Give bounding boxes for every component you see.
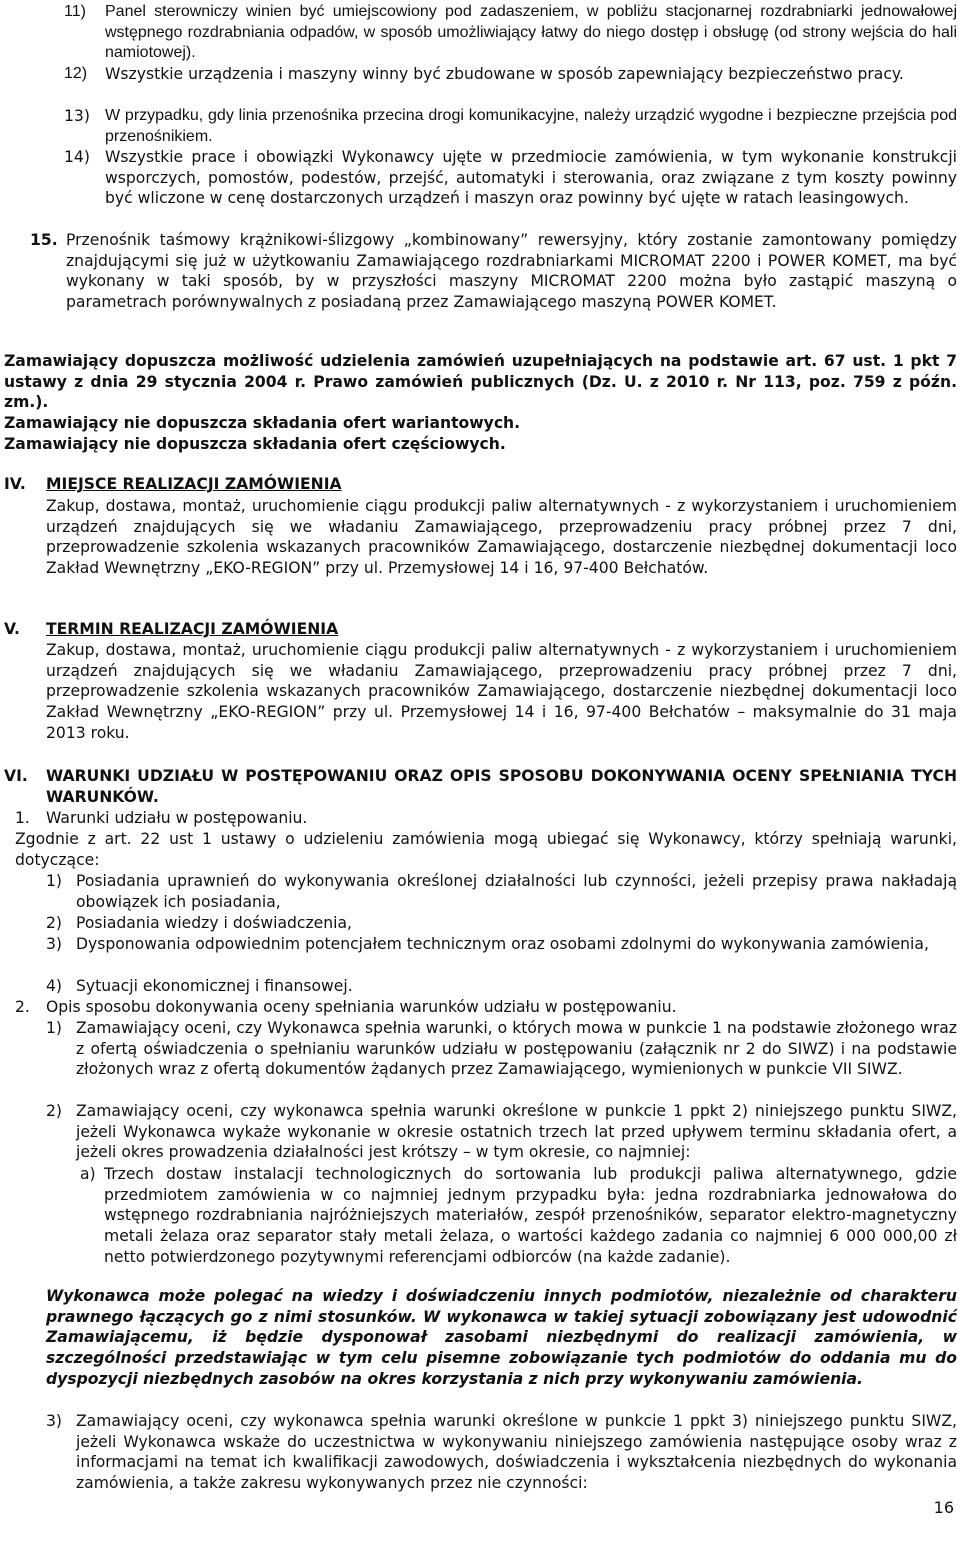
list-number: 2): [46, 914, 63, 932]
condition-text: Sytuacji ekonomicznej i finansowej.: [76, 977, 353, 995]
conditions-intro: Zgodnie z art. 22 ust 1 ustawy o udzieleniu zamówienia mogą ubiegać się Wykonawcy, którzy spełniają warunki, dotyczące:: [15, 830, 957, 869]
list-item-text: Wszystkie urządzenia i maszyny winny być zbudowane w sposób zapewniający bezpieczeństwo pracy.: [105, 65, 904, 83]
assessment-text: Zamawiający oceni, czy Wykonawca spełnia warunki, o których mowa w punkcie 1 na podstawie złożonego wraz z ofertą oświadczenia o spełnianiu warunków udziału w postępowaniu (załącznik nr 2 do SIWZ) i na podstawie złożonych wraz z ofertą dokumentów żądanych przez Zamawiającego, wymienionych w punkcie VII SIWZ.: [76, 1019, 957, 1079]
section-title: WARUNKI UDZIAŁU W POSTĘPOWANIU ORAZ OPIS SPOSOBU DOKONYWANIA OCENY SPEŁNIANIA TYCH WARUNKÓW.: [46, 767, 957, 806]
list-item-text: Panel sterowniczy winien być umiejscowiony pod zadaszeniem, w pobliżu stacjonarnej rozdrabniarki jednowałowej wstępnego rozdrabniania odpadów, w sposób umożliwiający łatwy do niego dostęp i obsługę (od strony wejścia do hali namiotowej).: [105, 3, 957, 62]
orders-statement: Zamawiający dopuszcza możliwość udzielenia zamówień uzupełniających na podstawie art. 67 ust. 1 pkt 7 ustawy z dnia 29 stycznia 2004 r. Prawo zamówień publicznych (Dz. U. z 2010 r. Nr 113, poz. 759 z późn. zm.).: [4, 352, 957, 412]
condition-text: Posiadania wiedzy i doświadczenia,: [76, 914, 353, 932]
list-number: 4): [46, 977, 63, 995]
list-number: 1): [46, 1019, 63, 1037]
subsection-title: Warunki udziału w postępowaniu.: [46, 809, 308, 827]
assessment-text: Zamawiający oceni, czy wykonawca spełnia warunki określone w punkcie 1 ppkt 3) niniejszego punktu SIWZ, jeżeli Wykonawca wskaże do uczestnictwa w wykonywaniu niniejszego zamówienia następujące osoby wraz z informacjami na temat ich kwalifikacji zawodowych, doświadczenia i wykształcenia niezbędnych do wykonania zamówienia, a także zakresu wykonywanych przez nie czynności:: [76, 1412, 957, 1493]
list-number: a): [80, 1165, 96, 1183]
partial-offers-statement: Zamawiający nie dopuszcza składania ofert częściowych.: [4, 435, 506, 453]
assessment-text: Zamawiający oceni, czy wykonawca spełnia warunki określone w punkcie 1 ppkt 2) niniejszego punktu SIWZ, jeżeli Wykonawca wykaże wykonanie w okresie ostatnich trzech lat przed upływem terminu składania ofert, a jeżeli okres prowadzenia działalności jest krótszy – w tym okresie, co najmniej:: [76, 1102, 957, 1162]
list-item-text: Wszystkie prace i obowiązki Wykonawcy ujęte w przedmiocie zamówienia, w tym wykonanie konstrukcji wsporczych, pomostów, podestów, przejść, automatyki i sterowania, oraz związane z tym koszty powinny być wliczone w cenę dostarczonych urządzeń i maszyn oraz powinny być ujęte w ratach leasingowych.: [105, 148, 957, 208]
list-number: 11): [64, 3, 86, 20]
condition-text: Dysponowania odpowiednim potencjałem technicznym oraz osobami zdolnymi do wykonywania zamówienia,: [76, 935, 929, 953]
section-title: MIEJSCE REALIZACJI ZAMÓWIENIA: [46, 475, 342, 493]
requirement-text: Trzech dostaw instalacji technologicznych do sortowania lub produkcji paliwa alternatywnego, gdzie przedmiotem zamówienia w co najmniej jednym przypadku była: jedna rozdrabniarka jednowałowa do wstępnego rozdrabniania najróżniejszych materiałów, zespół przenośników, separator elektro-magnetyczny metali żelaza oraz separator stały metali żelaza, o wartości każdego zadania co najmniej 6 000 000,00 zł netto potwierdzonego pozytywnymi referencjami odbiorców (na każde zadanie).: [104, 1165, 957, 1266]
list-number: 13): [64, 107, 90, 125]
list-item-text: Przenośnik taśmowy krążnikowi-ślizgowy „kombinowany” rewersyjny, który zostanie zamontowany pomiędzy znajdującymi się już w użytkowaniu Zamawiającego rozdrabniarkami MICROMAT 2200 i POWER KOMET, ma być wykonany w taki sposób, by w przyszłości maszyny MICROMAT 2200 można było zastąpić maszyną o parametrach porównywalnych z posiadaną przez Zamawiającego maszyną POWER KOMET.: [66, 231, 957, 312]
list-number: 2): [46, 1102, 63, 1120]
list-number: 1): [46, 872, 63, 890]
list-item-text: W przypadku, gdy linia przenośnika przecina drogi komunikacyjne, należy urządzić wygodne i bezpieczne przejścia pod przenośnikiem.: [105, 107, 957, 145]
subsection-number: 1.: [15, 809, 30, 827]
list-number: 3): [46, 935, 63, 953]
list-number: 3): [46, 1412, 63, 1430]
section-text: Zakup, dostawa, montaż, uruchomienie ciągu produkcji paliw alternatywnych - z wykorzystaniem i uruchomieniem urządzeń znajdujących się we władaniu Zamawiającego, przeprowadzeniu pracy próbnej przez 7 dni, przeprowadzenie szkolenia wskazanych pracowników Zamawiającego, dostarczenie niezbędnej dokumentacji loco Zakład Wewnętrzny „EKO-REGION” przy ul. Przemysłowej 14 i 16, 97-400 Bełchatów.: [46, 497, 957, 578]
third-party-resources-note: Wykonawca może polegać na wiedzy i doświadczeniu innych podmiotów, niezależnie od charakteru prawnego łączących go z nimi stosunków. W wykonawca w takiej sytuacji zobowiązany jest udowodnić Zamawiającemu, iż będzie dysponował zasobami niezbędnymi do realizacji zamówienia, w szczególności przedstawiając w tym celu pisemne zobowiązanie tych podmiotów do oddania mu do dyspozycji niezbędnych zasobów na okres korzystania z nich przy wykonywaniu zamówienia.: [46, 1287, 957, 1388]
section-number: IV.: [4, 475, 26, 493]
list-number: 14): [64, 148, 90, 166]
condition-text: Posiadania uprawnień do wykonywania określonej działalności lub czynności, jeżeli przepisy prawa nakładają obowiązek ich posiadania,: [76, 872, 957, 911]
list-number: 15.: [30, 231, 58, 249]
subsection-number: 2.: [15, 998, 30, 1016]
section-number: VI.: [4, 767, 28, 785]
section-text: Zakup, dostawa, montaż, uruchomienie ciągu produkcji paliw alternatywnych - z wykorzystaniem i uruchomieniem urządzeń znajdujących się we władaniu Zamawiającego, przeprowadzeniu pracy próbnej przez 7 dni, przeprowadzenie szkolenia wskazanych pracowników Zamawiającego, dostarczenie niezbędnej dokumentacji loco Zakład Wewnętrzny „EKO-REGION” przy ul. Przemysłowej 14 i 16, 97-400 Bełchatów – maksymalnie do 31 maja 2013 roku.: [46, 641, 957, 742]
page-number: 16: [933, 1498, 954, 1517]
subsection-title: Opis sposobu dokonywania oceny spełniania warunków udziału w postępowaniu.: [46, 998, 677, 1016]
section-title: TERMIN REALIZACJI ZAMÓWIENIA: [46, 620, 339, 638]
variant-offers-statement: Zamawiający nie dopuszcza składania ofert wariantowych.: [4, 414, 521, 432]
section-number: V.: [4, 620, 20, 638]
list-number: 12): [64, 65, 88, 82]
